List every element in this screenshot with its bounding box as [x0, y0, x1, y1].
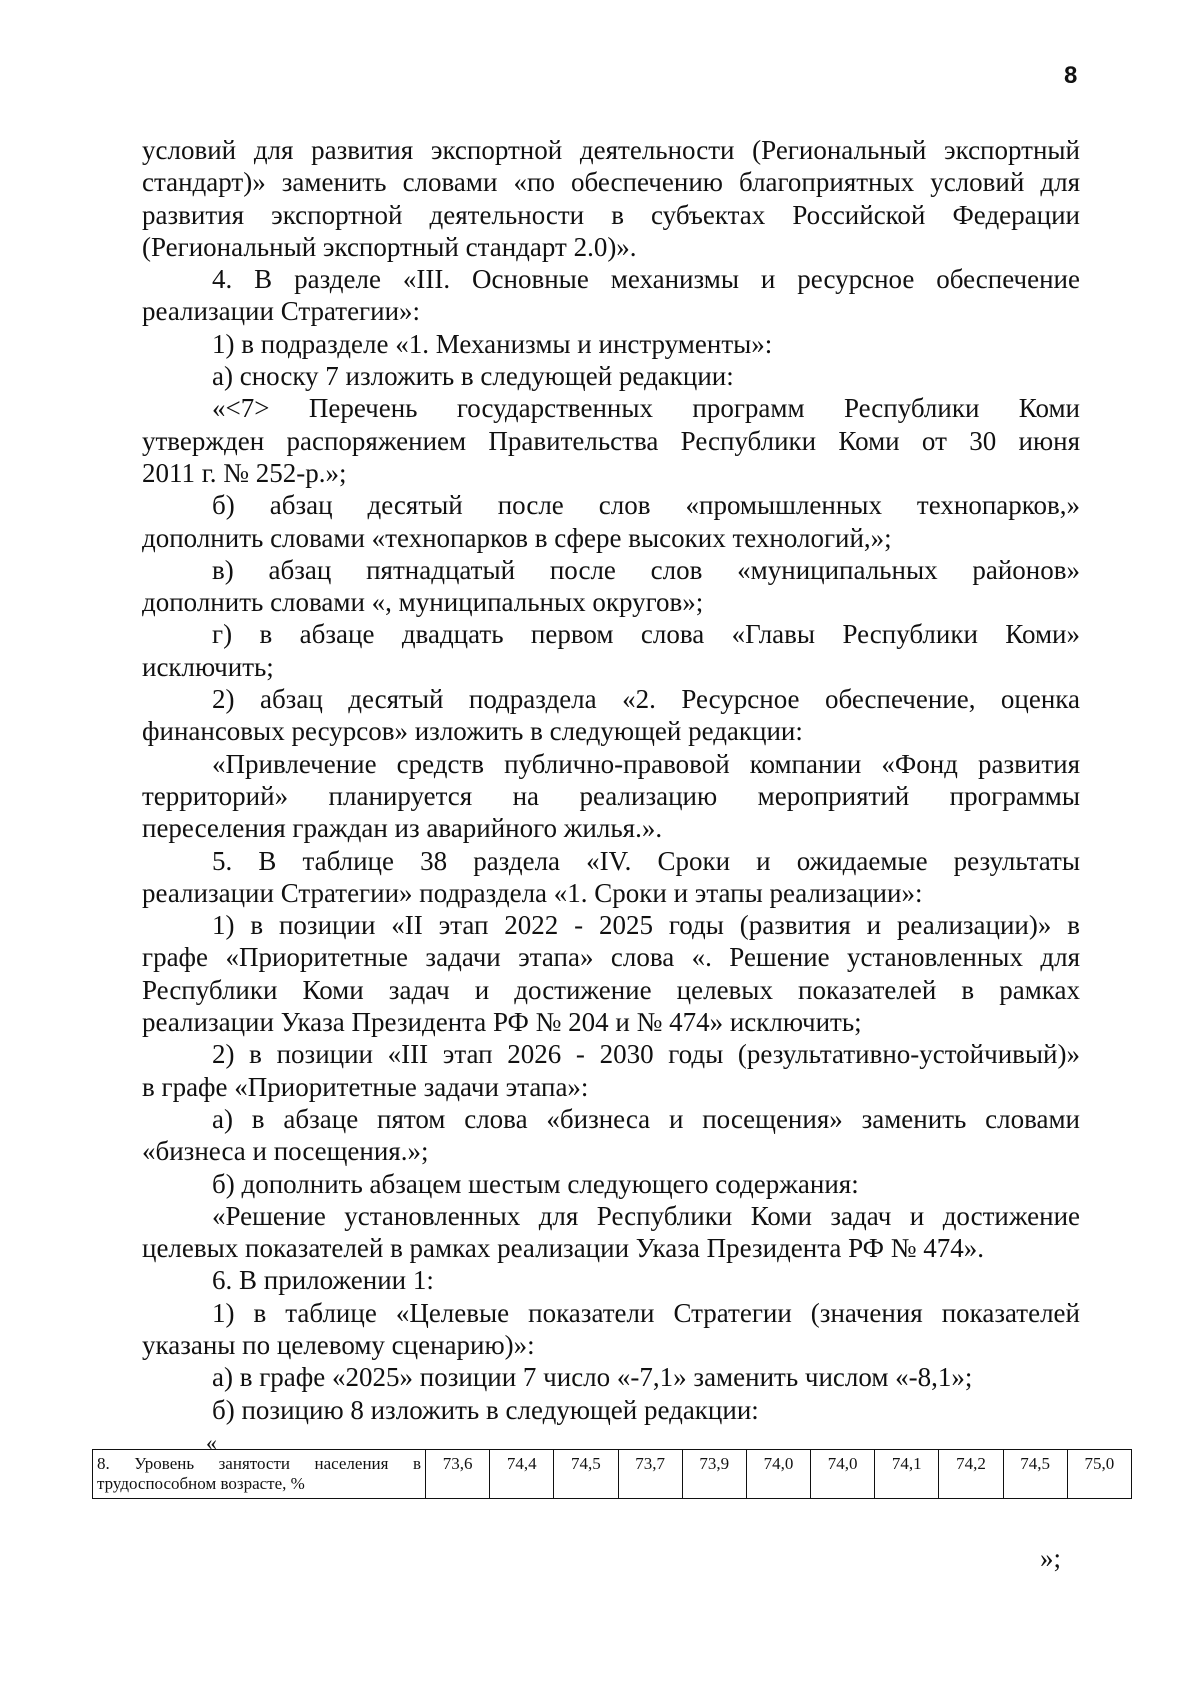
document-body: [142, 134, 1080, 1426]
value-cell: 73,9: [682, 1450, 746, 1499]
indicator-name-cell: [93, 1450, 426, 1499]
text-line: графе «Приоритетные задачи этапа» слова «. Решение установленных для: [142, 942, 1080, 973]
name-word: населения: [314, 1454, 389, 1473]
closing-quote: »;: [1040, 1543, 1062, 1573]
value-cell: 74,0: [811, 1450, 875, 1499]
text-line: «бизнеса и посещения.»;: [142, 1136, 429, 1167]
value-cell: 73,6: [426, 1450, 490, 1499]
text-line: утвержден распоряжением Правительства Республики Коми от 30 июня: [142, 425, 1080, 456]
text-line: «<7> Перечень государственных программ Республики Коми: [212, 393, 1080, 424]
opening-quote: «: [206, 1430, 217, 1455]
name-word: в: [412, 1454, 421, 1473]
page-number: 8: [1064, 62, 1078, 89]
text-line: 5. В таблице 38 раздела «IV. Сроки и ожидаемые результаты: [212, 845, 1080, 876]
name-word: занятости: [218, 1454, 290, 1473]
text-line: 2) в позиции «III этап 2026 - 2030 годы (результативно-устойчивый)»: [212, 1039, 1080, 1070]
text-line: развития экспортной деятельности в субъектах Российской Федерации: [142, 199, 1080, 230]
text-line: (Региональный экспортный стандарт 2.0)».: [142, 231, 637, 262]
value-cell: 74,0: [746, 1450, 810, 1499]
text-line: б) дополнить абзацем шестым следующего содержания:: [212, 1168, 859, 1199]
text-line: 1) в позиции «II этап 2022 - 2025 годы (развития и реализации)» в: [212, 910, 1080, 941]
text-line: реализации Стратегии»:: [142, 296, 421, 327]
name-word: Уровень: [134, 1454, 195, 1473]
text-line: 6. В приложении 1:: [212, 1265, 434, 1296]
text-line: а) в графе «2025» позиции 7 число «-7,1» заменить числом «-8,1»;: [212, 1362, 973, 1393]
value-cell: 74,2: [939, 1450, 1003, 1499]
value-cell: 75,0: [1067, 1450, 1131, 1499]
text-line: целевых показателей в рамках реализации Указа Президента РФ № 474».: [142, 1233, 984, 1264]
indicator-table: [92, 1449, 1132, 1499]
value-cell: 74,5: [554, 1450, 618, 1499]
text-line: дополнить словами «, муниципальных округов»;: [142, 587, 704, 618]
text-line: а) в абзаце пятом слова «бизнеса и посещения» заменить словами: [212, 1103, 1080, 1134]
text-line: г) в абзаце двадцать первом слова «Главы Республики Коми»: [212, 619, 1080, 650]
text-line: дополнить словами «технопарков в сфере высоких технологий,»;: [142, 522, 892, 553]
text-line: в) абзац пятнадцатый после слов «муниципальных районов»: [212, 554, 1080, 585]
text-line: реализации Указа Президента РФ № 204 и № 474» исключить;: [142, 1007, 862, 1038]
text-line: 4. В разделе «III. Основные механизмы и ресурсное обеспечение: [212, 264, 1080, 295]
text-line: 2011 г. № 252-р.»;: [142, 457, 347, 488]
text-line: б) позицию 8 изложить в следующей редакции:: [212, 1394, 759, 1425]
text-line: «Привлечение средств публично-правовой компании «Фонд развития: [212, 748, 1080, 779]
text-line: исключить;: [142, 651, 274, 682]
text-line: условий для развития экспортной деятельности (Региональный экспортный: [142, 135, 1080, 165]
value-cell: 74,1: [875, 1450, 939, 1499]
text-line: переселения граждан из аварийного жилья.».: [142, 813, 663, 844]
text-line: 1) в таблице «Целевые показатели Стратегии (значения показателей: [212, 1297, 1080, 1328]
table-row: [93, 1450, 1132, 1499]
text-line: б) абзац десятый после слов «промышленных технопарков,»: [212, 490, 1080, 521]
text-line: в графе «Приоритетные задачи этапа»:: [142, 1071, 589, 1102]
value-cell: 74,5: [1003, 1450, 1067, 1499]
text-line: а) сноску 7 изложить в следующей редакции:: [212, 361, 734, 392]
text-line: стандарт)» заменить словами «по обеспечению благоприятных условий для: [142, 167, 1080, 198]
value-cell: 73,7: [618, 1450, 682, 1499]
text-line: указаны по целевому сценарию)»:: [142, 1329, 535, 1360]
text-line: финансовых ресурсов» изложить в следующей редакции:: [142, 716, 803, 747]
text-line: Республики Коми задач и достижение целевых показателей в рамках: [142, 974, 1080, 1005]
text-line: «Решение установленных для Республики Коми задач и достижение: [212, 1200, 1080, 1231]
text-line: реализации Стратегии» подраздела «1. Сроки и этапы реализации»:: [142, 877, 923, 908]
text-line: территорий» планируется на реализацию мероприятий программы: [142, 780, 1080, 811]
value-cell: 74,4: [490, 1450, 554, 1499]
row-number: 8.: [97, 1454, 110, 1473]
text-line: 1) в подразделе «1. Механизмы и инструменты»:: [212, 328, 773, 359]
text-line: 2) абзац десятый подраздела «2. Ресурсное обеспечение, оценка: [212, 684, 1080, 715]
indicator-name-line2: трудоспособном возрасте, %: [97, 1474, 305, 1493]
